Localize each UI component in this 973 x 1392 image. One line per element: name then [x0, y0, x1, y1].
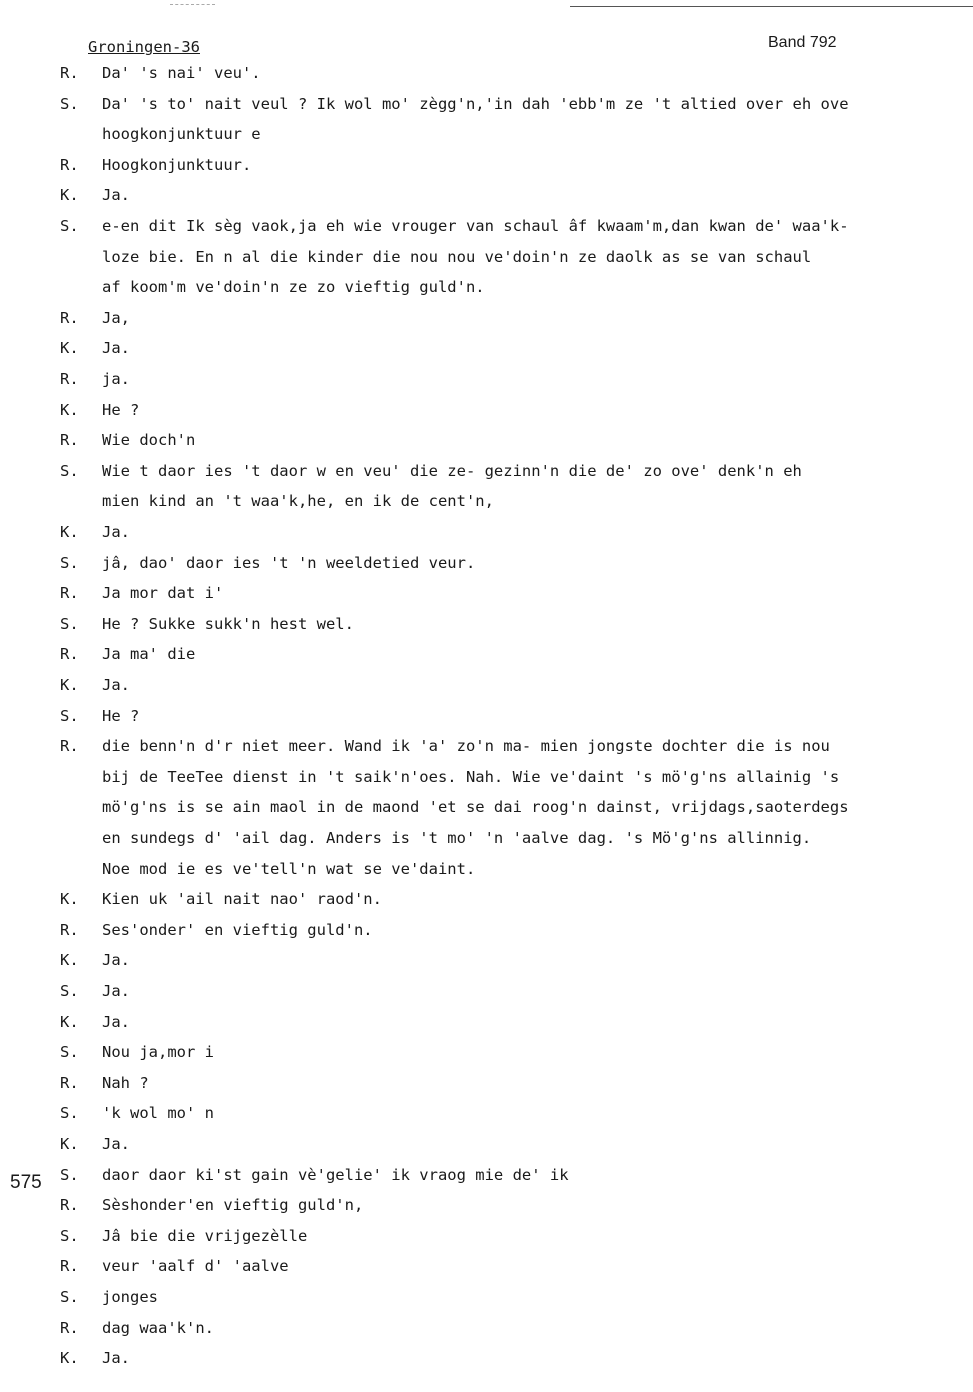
speaker-label: K. [60, 400, 79, 419]
speaker-label: S. [60, 1226, 79, 1245]
speaker-label: S. [60, 614, 79, 633]
utterance-text: Noe mod ie es ve'tell'n wat se ve'daint. [102, 859, 476, 878]
utterance-text: e-en dit Ik sèg vaok,ja eh wie vrouger van schaul âf kwaam'm,dan kwan de' waa'k- [102, 217, 849, 235]
top-rule [570, 6, 973, 7]
utterance-text: Ja. [102, 951, 130, 970]
utterance-text: Ja mor dat i' [102, 584, 224, 603]
speaker-label: K. [60, 1349, 79, 1368]
speaker-label: K. [60, 676, 79, 694]
speaker-label: R. [60, 920, 79, 939]
speaker-label: R. [60, 1318, 79, 1337]
speaker-label: R. [60, 431, 79, 450]
speaker-label: K. [60, 339, 79, 358]
speaker-label: R. [60, 737, 79, 756]
speaker-label: S. [60, 553, 79, 572]
utterance-text: Kien uk 'ail nait nao' raod'n. [102, 890, 382, 909]
utterance-text: Ja. [102, 339, 130, 358]
utterance-text: Jâ bie die vrijgezèlle [102, 1226, 308, 1245]
utterance-text: af koom'm ve'doin'n ze zo vieftig guld'n. [102, 278, 485, 297]
utterance-text: ja. [102, 370, 130, 388]
top-dash-mark [170, 4, 215, 5]
speaker-label: S. [60, 1043, 79, 1062]
speaker-label: K. [60, 951, 79, 970]
speaker-label: R. [60, 308, 79, 327]
speaker-label: S. [60, 1165, 79, 1184]
utterance-text: daor daor ki'st gain vè'gelie' ik vraog mie de' ik [102, 1165, 569, 1184]
utterance-text: Ja. [102, 523, 130, 541]
utterance-text: Ja. [102, 1012, 130, 1031]
speaker-label: R. [60, 64, 79, 82]
speaker-label: K. [60, 186, 79, 205]
utterance-text: Nou ja,mor i [102, 1043, 214, 1062]
utterance-text: mien kind an 't waa'k,he, en ik de cent'n, [102, 492, 494, 511]
speaker-label: R. [60, 1073, 79, 1092]
speaker-label: S. [60, 982, 79, 1000]
utterance-text: Ja. [102, 1349, 130, 1368]
utterance-text: Wie doch'n [102, 431, 196, 450]
location-heading: Groningen-36 [88, 38, 200, 56]
speaker-label: S. [60, 1104, 79, 1123]
utterance-text: Hoogkonjunktuur. [102, 155, 252, 174]
utterance-text: hoogkonjunktuur e [102, 125, 261, 144]
utterance-text: Nah ? [102, 1073, 149, 1092]
speaker-label: K. [60, 890, 79, 909]
utterance-text: He ? Sukke sukk'n hest wel. [102, 614, 354, 633]
speaker-label: K. [60, 1012, 79, 1031]
utterance-text: die benn'n d'r niet meer. Wand ik 'a' zo'n ma- mien jongste dochter die is nou [102, 737, 830, 756]
utterance-text: en sundegs d' 'ail dag. Anders is 't mo' 'n 'aalve dag. 's Mö'g'ns allinnig. [102, 829, 812, 847]
speaker-label: S. [60, 706, 79, 725]
utterance-text: loze bie. En n al die kinder die nou nou ve'doin'n ze daolk as se van schaul [102, 247, 812, 266]
utterance-text: jonges [102, 1288, 158, 1306]
utterance-text: Ja, [102, 308, 130, 327]
speaker-label: R. [60, 1196, 79, 1215]
utterance-text: 'k wol mo' n [102, 1104, 214, 1123]
utterance-text: Sèshonder'en vieftig guld'n, [102, 1196, 364, 1215]
utterance-text: He ? [102, 400, 140, 419]
speaker-label: R. [60, 155, 79, 174]
utterance-text: Ja. [102, 982, 130, 1000]
speaker-label: K. [60, 1135, 79, 1153]
utterance-text: jâ, dao' daor ies 't 'n weeldetied veur. [102, 553, 476, 572]
speaker-label: R. [60, 584, 79, 603]
utterance-text: Ses'onder' en vieftig guld'n. [102, 920, 373, 939]
speaker-label: R. [60, 1257, 79, 1276]
utterance-text: Ja ma' die [102, 645, 196, 664]
utterance-text: Da' 's to' nait veul ? Ik wol mo' zègg'n,'in dah 'ebb'm ze 't altied over eh ove [102, 94, 849, 113]
utterance-text: Ja. [102, 186, 130, 205]
speaker-label: S. [60, 217, 79, 235]
margin-line-number: 575 [10, 1172, 42, 1193]
utterance-text: He ? [102, 706, 140, 725]
speaker-label: S. [60, 461, 79, 480]
utterance-text: veur 'aalf d' 'aalve [102, 1257, 289, 1276]
utterance-text: mö'g'ns is se ain maol in de maond 'et se dai roog'n dainst, vrijdags,saoterdegs [102, 798, 849, 817]
utterance-text: bij de TeeTee dienst in 't saik'n'oes. Nah. Wie ve'daint 's mö'g'ns allainig 's [102, 767, 840, 786]
band-number: Band 792 [768, 34, 837, 51]
utterance-text: Ja. [102, 676, 130, 694]
speaker-label: R. [60, 370, 79, 388]
utterance-text: Wie t daor ies 't daor w en veu' die ze- gezinn'n die de' zo ove' denk'n eh [102, 461, 802, 480]
utterance-text: dag waa'k'n. [102, 1318, 214, 1337]
speaker-label: K. [60, 523, 79, 541]
speaker-label: S. [60, 1288, 79, 1306]
speaker-label: S. [60, 94, 79, 113]
speaker-label: R. [60, 645, 79, 664]
utterance-text: Ja. [102, 1135, 130, 1153]
utterance-text: Da' 's nai' veu'. [102, 64, 261, 82]
